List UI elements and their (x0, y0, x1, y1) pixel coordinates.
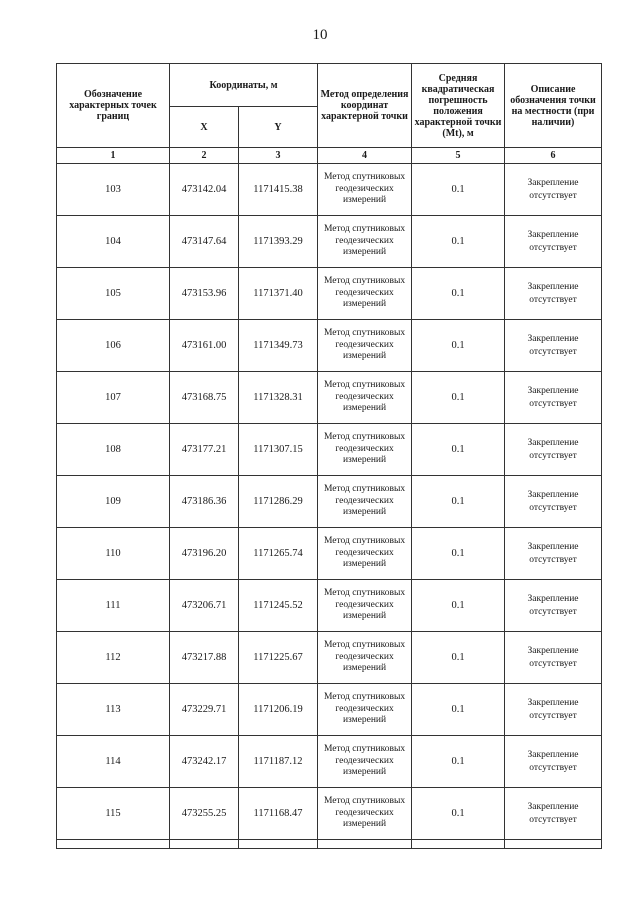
method-cell: Метод спутниковых геодезических измерений (318, 164, 412, 216)
table-body (57, 164, 602, 840)
point-id-cell: 107 (57, 372, 170, 424)
error-cell: 0.1 (412, 320, 505, 372)
error-cell: 0.1 (412, 736, 505, 788)
column-number: 4 (318, 148, 412, 164)
method-cell: Метод спутниковых геодезических измерений (318, 684, 412, 736)
description-cell: Закрепление отсутствует (505, 164, 602, 216)
coordinate-y-cell: 1171371.40 (239, 268, 318, 320)
method-cell: Метод спутниковых геодезических измерений (318, 216, 412, 268)
error-cell: 0.1 (412, 268, 505, 320)
table-row (57, 320, 602, 372)
error-cell: 0.1 (412, 684, 505, 736)
header-method: Метод определения координат характерной точки (318, 64, 412, 148)
point-id-cell: 104 (57, 216, 170, 268)
column-number: 2 (170, 148, 239, 164)
column-number: 1 (57, 148, 170, 164)
description-cell: Закрепление отсутствует (505, 476, 602, 528)
coordinate-x-cell: 473229.71 (170, 684, 239, 736)
error-cell: 0.1 (412, 788, 505, 840)
method-cell: Метод спутниковых геодезических измерений (318, 580, 412, 632)
coordinate-x-cell: 473242.17 (170, 736, 239, 788)
coordinate-y-cell: 1171245.52 (239, 580, 318, 632)
error-cell: 0.1 (412, 424, 505, 476)
error-cell: 0.1 (412, 580, 505, 632)
coordinate-x-cell: 473206.71 (170, 580, 239, 632)
description-cell: Закрепление отсутствует (505, 736, 602, 788)
table-row (57, 268, 602, 320)
table-row (57, 528, 602, 580)
coordinate-x-cell: 473186.36 (170, 476, 239, 528)
header-designation: Обозначение характерных точек границ (57, 64, 170, 148)
coordinate-x-cell: 473217.88 (170, 632, 239, 684)
point-id-cell: 113 (57, 684, 170, 736)
table-row (57, 424, 602, 476)
method-cell: Метод спутниковых геодезических измерений (318, 372, 412, 424)
description-cell: Закрепление отсутствует (505, 580, 602, 632)
coordinate-y-cell: 1171393.29 (239, 216, 318, 268)
method-cell: Метод спутниковых геодезических измерений (318, 268, 412, 320)
description-cell: Закрепление отсутствует (505, 372, 602, 424)
boundary-points-table (56, 63, 602, 849)
method-cell: Метод спутниковых геодезических измерений (318, 736, 412, 788)
point-id-cell: 103 (57, 164, 170, 216)
table-row (57, 476, 602, 528)
table-row (57, 788, 602, 840)
coordinate-x-cell: 473196.20 (170, 528, 239, 580)
description-cell: Закрепление отсутствует (505, 528, 602, 580)
description-cell: Закрепление отсутствует (505, 632, 602, 684)
coordinate-x-cell: 473153.96 (170, 268, 239, 320)
header-row (57, 64, 602, 107)
table-row (57, 736, 602, 788)
coordinate-x-cell: 473147.64 (170, 216, 239, 268)
point-id-cell: 112 (57, 632, 170, 684)
header-coordinates: Координаты, м (170, 64, 318, 107)
coordinate-y-cell: 1171265.74 (239, 528, 318, 580)
table-row (57, 580, 602, 632)
table-row (57, 632, 602, 684)
coordinate-y-cell: 1171225.67 (239, 632, 318, 684)
point-id-cell: 105 (57, 268, 170, 320)
point-id-cell: 114 (57, 736, 170, 788)
coordinate-y-cell: 1171286.29 (239, 476, 318, 528)
error-cell: 0.1 (412, 528, 505, 580)
error-cell: 0.1 (412, 632, 505, 684)
description-cell: Закрепление отсутствует (505, 268, 602, 320)
coordinate-x-cell: 473142.04 (170, 164, 239, 216)
column-number: 5 (412, 148, 505, 164)
header-description: Описание обозначения точки на местности (при наличии) (505, 64, 602, 148)
column-number: 3 (239, 148, 318, 164)
error-cell: 0.1 (412, 476, 505, 528)
method-cell: Метод спутниковых геодезических измерений (318, 632, 412, 684)
coordinate-y-cell: 1171168.47 (239, 788, 318, 840)
method-cell: Метод спутниковых геодезических измерений (318, 788, 412, 840)
method-cell: Метод спутниковых геодезических измерений (318, 320, 412, 372)
error-cell: 0.1 (412, 372, 505, 424)
continuation-row (57, 840, 602, 849)
table-row (57, 684, 602, 736)
table-row (57, 216, 602, 268)
coordinate-x-cell: 473255.25 (170, 788, 239, 840)
coordinate-x-cell: 473161.00 (170, 320, 239, 372)
description-cell: Закрепление отсутствует (505, 788, 602, 840)
coordinate-y-cell: 1171328.31 (239, 372, 318, 424)
coordinate-y-cell: 1171349.73 (239, 320, 318, 372)
description-cell: Закрепление отсутствует (505, 424, 602, 476)
column-number-row (57, 148, 602, 164)
coordinate-y-cell: 1171415.38 (239, 164, 318, 216)
point-id-cell: 115 (57, 788, 170, 840)
method-cell: Метод спутниковых геодезических измерений (318, 476, 412, 528)
coordinate-x-cell: 473177.21 (170, 424, 239, 476)
method-cell: Метод спутниковых геодезических измерений (318, 424, 412, 476)
page-number: 10 (312, 27, 328, 43)
description-cell: Закрепление отсутствует (505, 684, 602, 736)
point-id-cell: 111 (57, 580, 170, 632)
table-row (57, 164, 602, 216)
coordinate-y-cell: 1171307.15 (239, 424, 318, 476)
point-id-cell: 110 (57, 528, 170, 580)
table-row (57, 372, 602, 424)
coordinate-y-cell: 1171187.12 (239, 736, 318, 788)
header-error: Средняя квадратическая погрешность положения характерной точки (Mt), м (412, 64, 505, 148)
coordinate-x-cell: 473168.75 (170, 372, 239, 424)
point-id-cell: 108 (57, 424, 170, 476)
point-id-cell: 106 (57, 320, 170, 372)
coordinate-y-cell: 1171206.19 (239, 684, 318, 736)
error-cell: 0.1 (412, 216, 505, 268)
header-y: Y (239, 107, 318, 148)
description-cell: Закрепление отсутствует (505, 216, 602, 268)
error-cell: 0.1 (412, 164, 505, 216)
header-x: X (170, 107, 239, 148)
column-number: 6 (505, 148, 602, 164)
point-id-cell: 109 (57, 476, 170, 528)
description-cell: Закрепление отсутствует (505, 320, 602, 372)
method-cell: Метод спутниковых геодезических измерений (318, 528, 412, 580)
